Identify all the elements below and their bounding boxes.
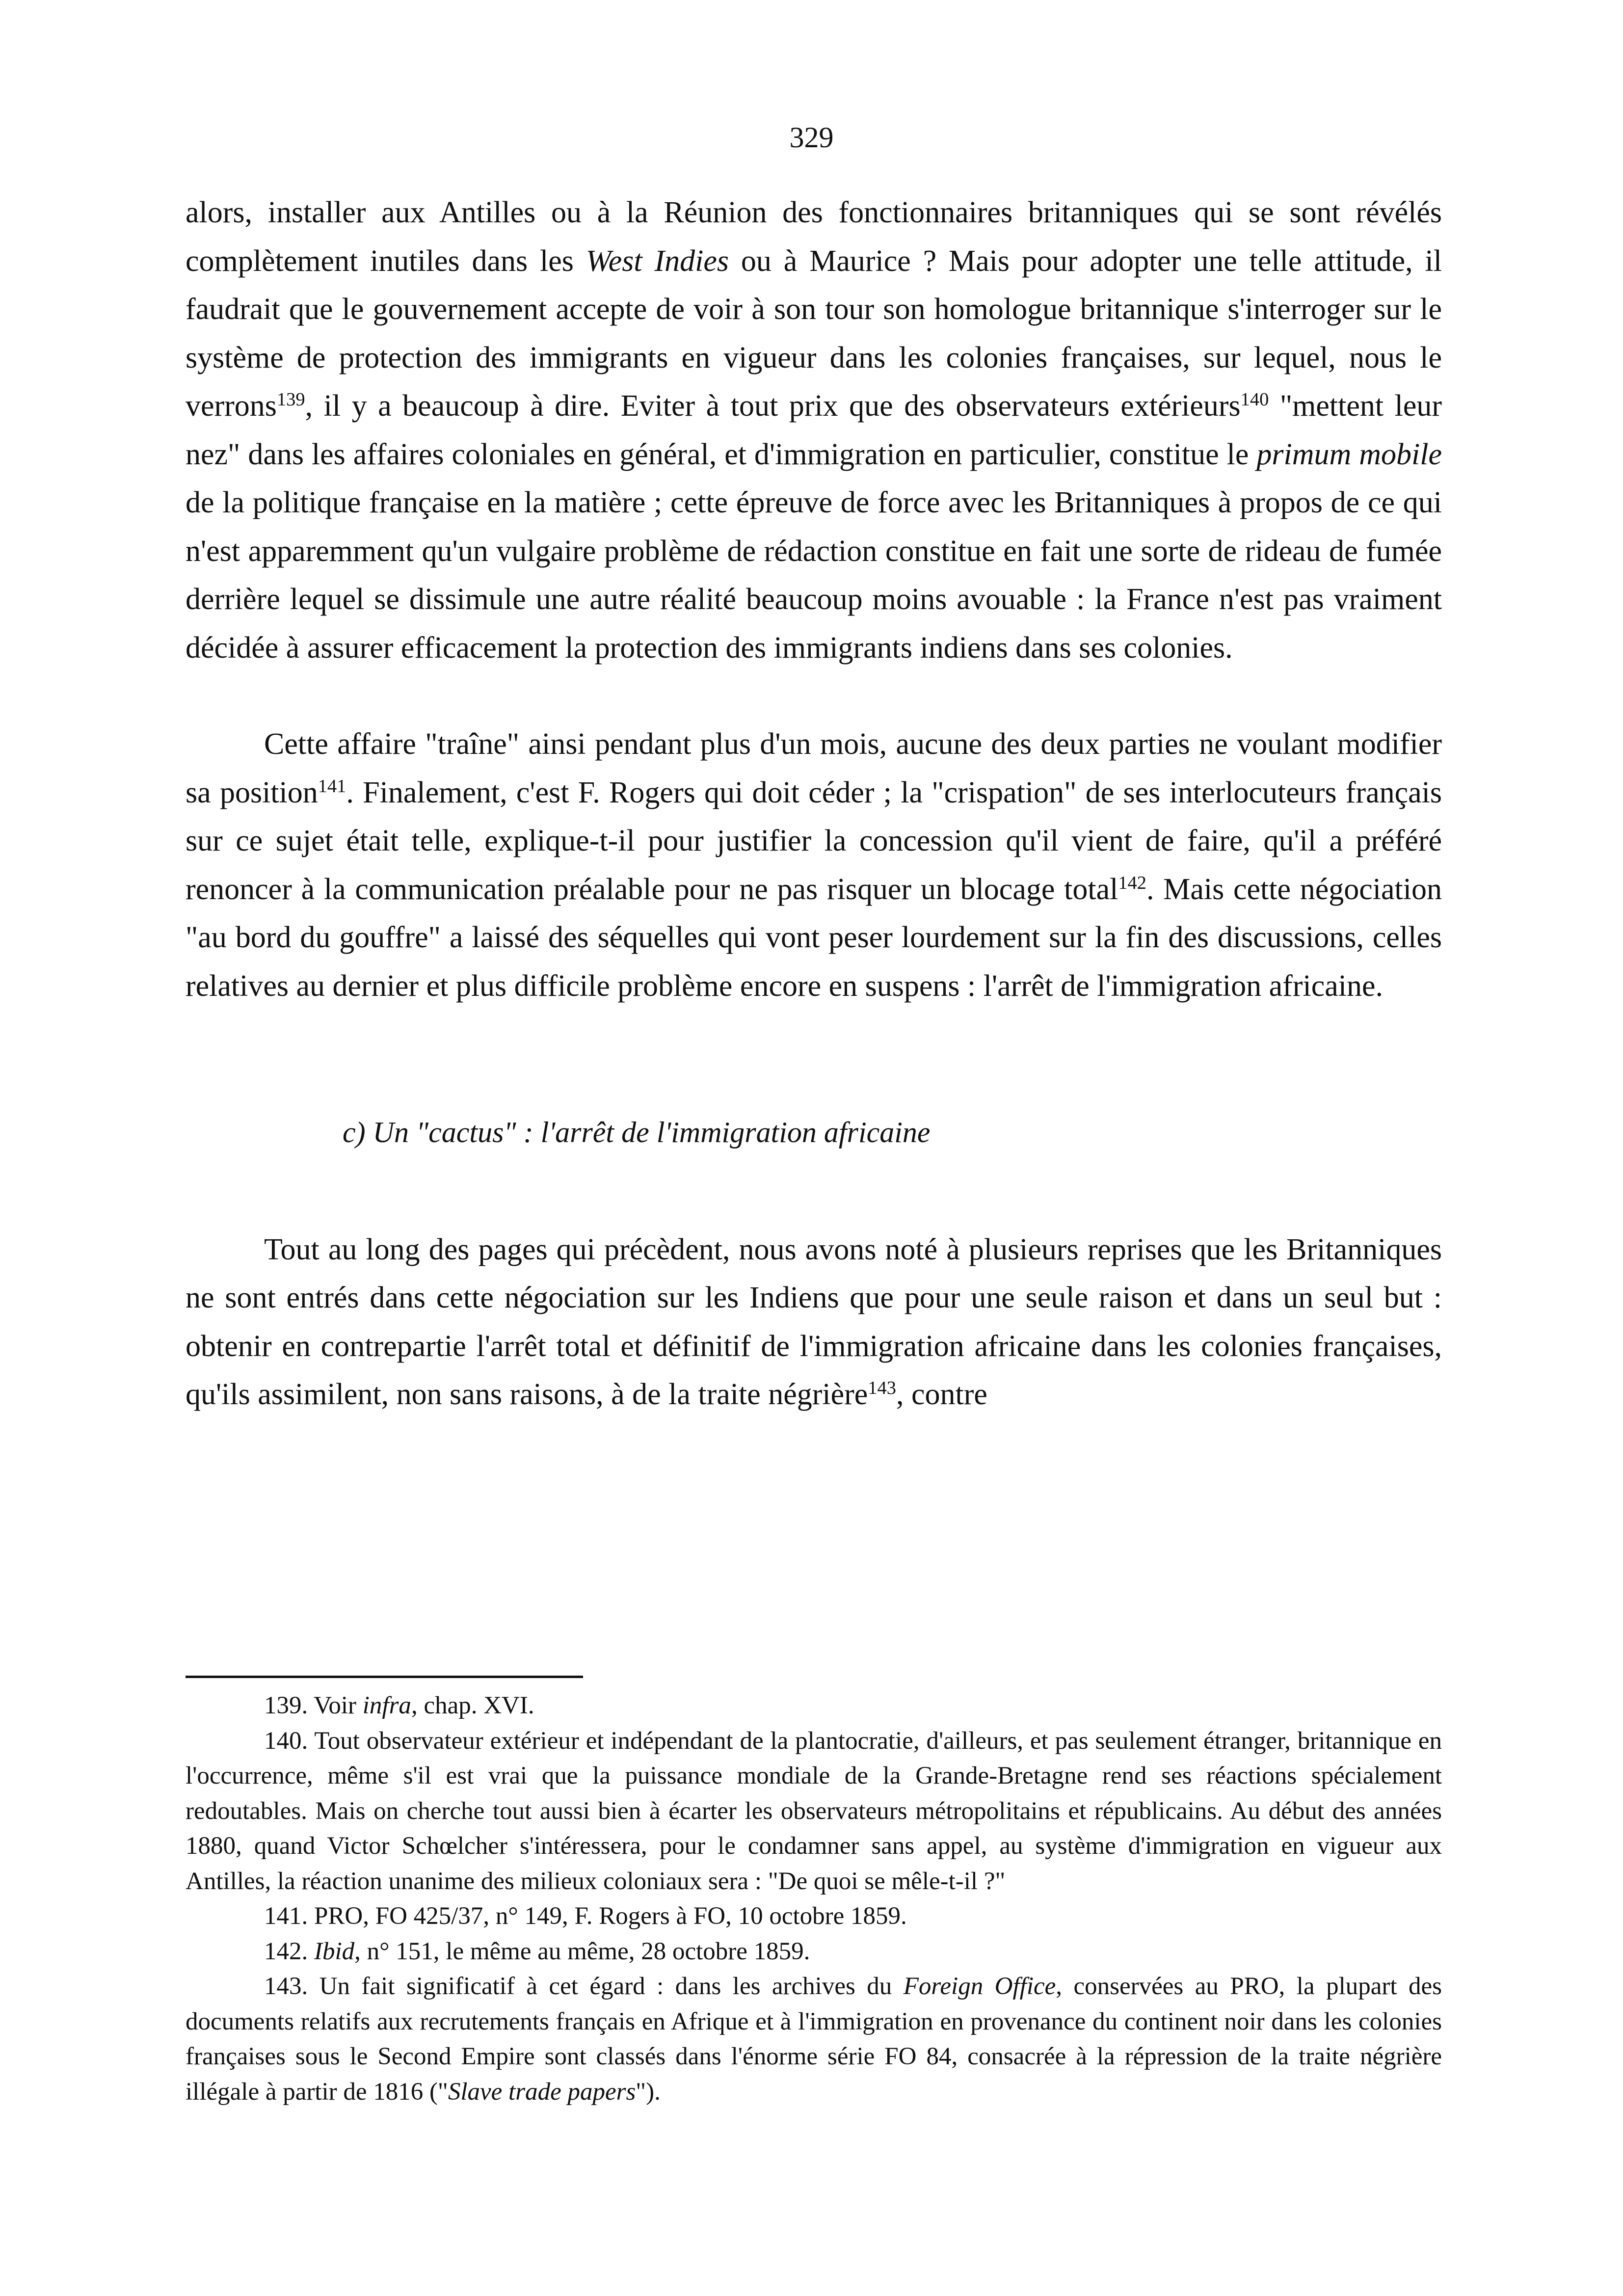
- footnotes: [186, 1688, 1442, 2109]
- footnote-ref-140[interactable]: 140: [1240, 389, 1269, 410]
- body-text: [186, 188, 1442, 1419]
- text-run: . Mais cette négociation "au bord du gouffre" a laissé des séquelles qui vont peser lourdement sur la fin des discussions, celles relatives au dernier et plus difficile problème encore en suspens : l'arrêt de l'immigration africaine.: [186, 872, 1442, 1003]
- text-run: . Finalement, c'est F. Rogers qui doit céder ; la "crispation" de ses interlocuteurs français sur ce sujet était telle, explique-t-il pour justifier la concession qu'il vient de faire, qu'il a préféré renoncer à la communication préalable pour ne pas risquer un blocage total: [186, 775, 1442, 906]
- paragraph-2: [186, 720, 1442, 1010]
- italic-term: Foreign Office: [903, 1973, 1056, 2000]
- text-run: , contre: [896, 1378, 987, 1411]
- footnote-ref-142[interactable]: 142: [1118, 872, 1146, 893]
- italic-term: infra: [362, 1692, 411, 1719]
- text-run: de la politique française en la matière ; cette épreuve de force avec les Britanniques à propos de ce qui n'est apparemment qu'un vulgaire problème de rédaction constitue en fait une sorte de rideau de fumée derrière lequel se dissimule une autre réalité beaucoup moins avouable : la France n'est pas vraiment décidée à assurer efficacement la protection des immigrants indiens dans ses colonies.: [186, 486, 1442, 665]
- text-run: "mettent leur nez" dans les affaires coloniales en général, et d'immigration en particulier, constitue le: [186, 389, 1442, 471]
- text-run: , n° 151, le même au même, 28 octobre 1859.: [354, 1937, 810, 1965]
- text-run: alors, installer aux Antilles ou à la Réunion des fonctionnaires britanniques qui se sont révélés complètement inutiles dans les: [186, 196, 1442, 278]
- footnote-separator: [186, 1676, 583, 1678]
- text-run: 143. Un fait significatif à cet égard : dans les archives du: [264, 1973, 904, 2000]
- footnote-143: [186, 1969, 1442, 2109]
- text-run: ").: [636, 2078, 661, 2106]
- footnote-141: [186, 1899, 1442, 1934]
- paragraph-1: [186, 188, 1442, 672]
- page-number: 329: [789, 121, 834, 154]
- text-run: 142.: [264, 1937, 314, 1965]
- italic-term: West Indies: [585, 244, 729, 278]
- section-heading: c) Un "cactus" : l'arrêt de l'immigration africaine: [343, 1116, 931, 1148]
- footnote-ref-143[interactable]: 143: [868, 1377, 896, 1398]
- text-run: 140. Tout observateur extérieur et indépendant de la plantocratie, d'ailleurs, et pas seulement étranger, britannique en l'occurrence, même s'il est vrai que la puissance mondiale de la Grande-Bretagne rend ses réactions spécialement redoutables. Mais on cherche tout aussi bien à écarter les observateurs métropolitains et républicains. Au début des années 1880, quand Victor Schœlcher s'intéressera, pour le condamner sans appel, au système d'immigration en vigueur aux Antilles, la réaction unanime des milieux coloniaux sera : "De quoi se mêle-t-il ?": [186, 1727, 1442, 1895]
- italic-term: Slave trade papers: [448, 2078, 636, 2106]
- text-run: , chap. XVI.: [411, 1692, 534, 1719]
- text-run: Cette affaire "traîne" ainsi pendant plus d'un mois, aucune des deux parties ne voulant modifier sa position: [186, 727, 1442, 809]
- footnote-139: [186, 1688, 1442, 1724]
- footnote-140: [186, 1724, 1442, 1899]
- footnote-ref-139[interactable]: 139: [276, 389, 305, 410]
- paragraph-3: [186, 1226, 1442, 1419]
- text-run: Tout au long des pages qui précèdent, nous avons noté à plusieurs reprises que les Britanniques ne sont entrés dans cette négociation sur les Indiens que pour une seule raison et dans un seul but : obtenir en contrepartie l'arrêt total et définitif de l'immigration africaine dans les colonies françaises, qu'ils assimilent, non sans raisons, à de la traite négrière: [186, 1232, 1442, 1411]
- text-run: 141. PRO, FO 425/37, n° 149, F. Rogers à FO, 10 octobre 1859.: [264, 1902, 907, 1930]
- text-run: 139. Voir: [264, 1692, 363, 1719]
- text-run: ou à Maurice ? Mais pour adopter une telle attitude, il faudrait que le gouvernement accepte de voir à son tour son homologue britannique s'interroger sur le système de protection des immigrants en vigueur dans les colonies françaises, sur lequel, nous le verrons: [186, 244, 1442, 423]
- italic-term: Ibid: [314, 1937, 355, 1965]
- text-run: , conservées au PRO, la plupart des documents relatifs aux recrutements français en Afrique et à l'immigration en provenance du continent noir dans les colonies françaises sous le Second Empire sont classés dans l'énorme série FO 84, consacrée à la répression de la traite négrière illégale à partir de 1816 (": [186, 1973, 1442, 2106]
- footnote-142: [186, 1934, 1442, 1970]
- text-run: , il y a beaucoup à dire. Eviter à tout prix que des observateurs extérieurs: [305, 389, 1241, 423]
- footnote-ref-141[interactable]: 141: [318, 775, 346, 797]
- italic-term: primum mobile: [1256, 437, 1442, 471]
